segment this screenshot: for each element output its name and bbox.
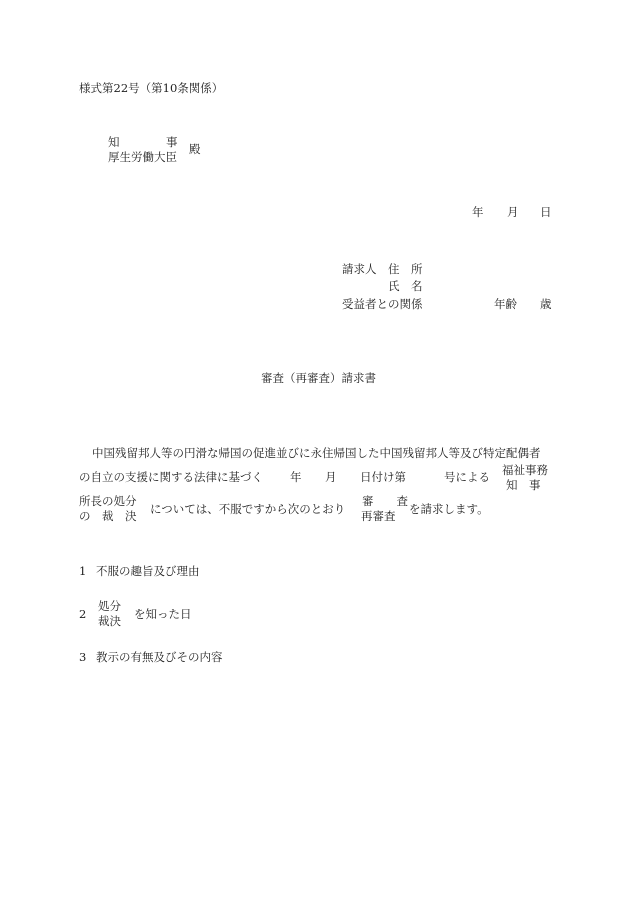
item-2-text: を知った日	[134, 607, 192, 621]
date-year: 年	[472, 205, 484, 219]
review-stack-a: 審 査	[362, 494, 408, 508]
item-2-stack-a: 処分	[98, 599, 121, 613]
addressee-governor-a: 知	[108, 135, 120, 149]
body-month: 月	[325, 470, 337, 484]
body-tail: を請求します。	[409, 502, 489, 516]
office-stack-b: 知 事	[506, 478, 541, 492]
date-day: 日	[540, 205, 552, 219]
item-1-number: 1	[79, 564, 87, 578]
requester-age-label: 年齢	[494, 297, 517, 311]
body-line-2-text: の自立の支援に関する法律に基づく	[79, 470, 263, 484]
office-stack-a: 福祉事務	[502, 463, 548, 477]
body-day-no: 日付け第	[360, 470, 406, 484]
item-3-number: 3	[79, 650, 87, 664]
addressee-minister: 厚生労働大臣	[108, 150, 177, 164]
form-number: 様式第22号（第10条関係）	[79, 81, 224, 95]
date-month: 月	[507, 205, 519, 219]
review-stack-b: 再審査	[361, 509, 396, 523]
item-3-text: 教示の有無及びその内容	[96, 650, 223, 664]
requester-name-label: 氏 名	[388, 279, 423, 293]
item-1-text: 不服の趣旨及び理由	[96, 564, 200, 578]
document-title: 審査（再審査）請求書	[261, 371, 376, 385]
disposition-stack-a: 所長の処分	[79, 494, 137, 508]
body-mid-text: については、不服ですから次のとおり	[150, 502, 346, 516]
body-issue: 号による	[444, 470, 490, 484]
requester-address-label: 住 所	[388, 262, 423, 276]
addressee-governor-b: 事	[166, 135, 178, 149]
addressee-honorific: 殿	[189, 142, 201, 156]
requester-age-unit: 歳	[540, 297, 552, 311]
requester-label: 請求人	[342, 262, 377, 276]
item-2-number: 2	[79, 607, 87, 621]
body-line-1: 中国残留邦人等の円滑な帰国の促進並びに永住帰国した中国残留邦人等及び特定配偶者	[92, 446, 541, 460]
body-year: 年	[290, 470, 302, 484]
disposition-stack-b: の 裁 決	[79, 509, 137, 523]
requester-relation-label: 受益者との関係	[342, 297, 423, 311]
item-2-stack-b: 裁決	[98, 614, 121, 628]
